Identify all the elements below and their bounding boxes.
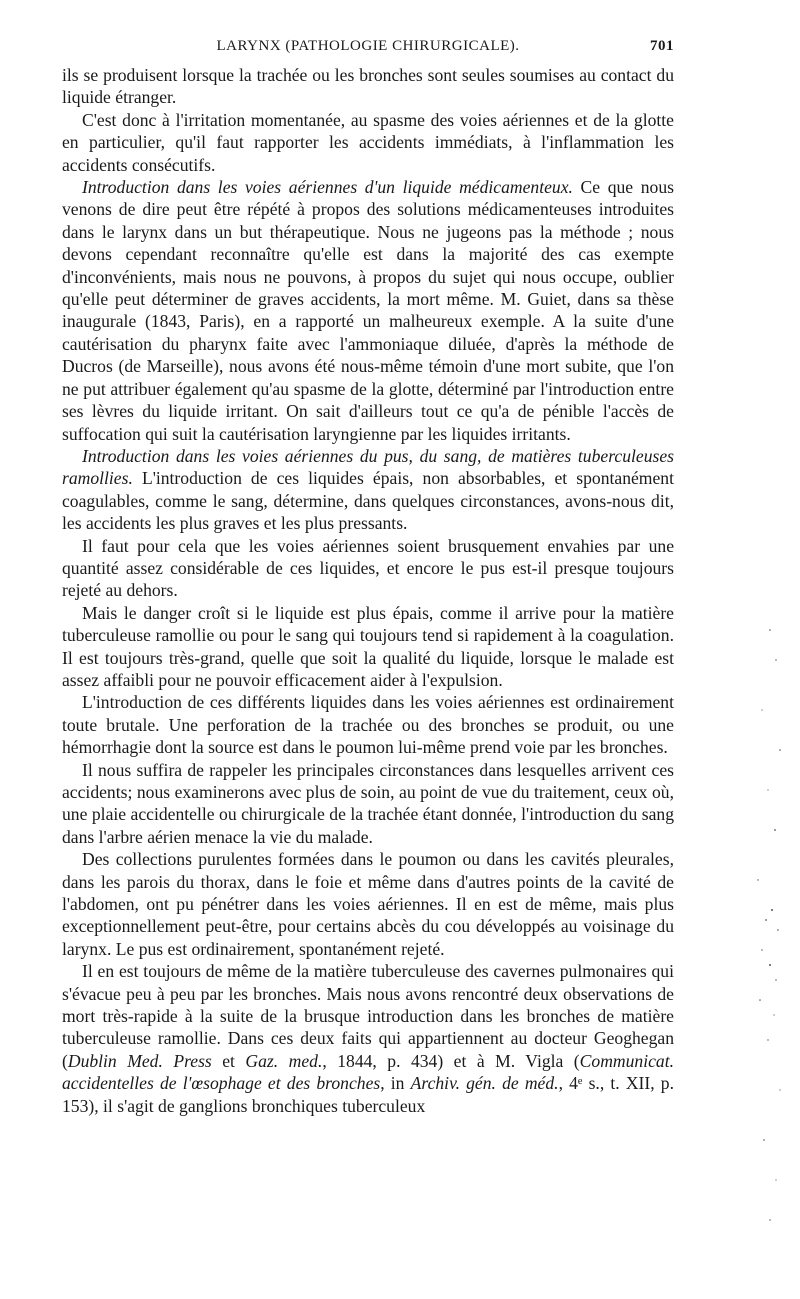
text-segment: C'est donc à l'irritation momentanée, au spasme des voies aériennes et de la glotte en particulier, qu'il faut rapporter les accidents immédiats, à l'inflammation les accidents consécutifs. — [62, 109, 674, 175]
paragraph — [62, 960, 674, 1117]
italic-text-segment: Archiv. gén. de méd. — [410, 1073, 559, 1094]
italic-text-segment: Communicat. accidentelles de l'œsophage et des bronches — [62, 1050, 674, 1094]
text-segment: , in — [380, 1073, 411, 1094]
scan-speckle-noise — [740, 620, 790, 1260]
text-segment: Mais le danger croît si le liquide est plus épais, comme il arrive pour la matière tuberculeuse ramollie ou pour le sang qui toujours tend si rapidement à la coagulation. Il est toujours très-grand, quelle que soit la qualité du liquide, lorsque le malade est assez affaibli pour ne pouvoir efficacement aider à l'expulsion. — [62, 602, 674, 690]
text-segment: Ce que nous venons de dire peut être répété à propos des solutions médicamenteuses introduites dans le larynx dans un but thérapeutique. Nous ne jugeons pas la méthode ; nous devons cependant reconnaître qu'elle est dans la majorité des cas exempte d'inconvénients, mais nous ne pouvons, à propos du sujet qui nous occupe, oublier qu'elle peut déterminer de graves accidents, la mort même. M. Guiet, dans sa thèse inaugurale (1843, Paris), en a rapporté un malheureux exemple. A la suite d'une cautérisation du pharynx faite avec l'ammoniaque diluée, d'après la méthode de Ducros (de Marseille), nous avons été nous-même témoin d'une mort subite, que l'on ne put attribuer également qu'au spasme de la glotte, déterminé par l'introduction entre ses lèvres du liquide irritant. On sait d'ailleurs tout ce qu'a de pénible l'accès de suffocation qui suit la cautérisation laryngienne par les liquides irritants. — [62, 177, 674, 444]
paragraph — [62, 64, 674, 109]
paragraph — [62, 445, 674, 535]
text-segment: ils se produisent lorsque la trachée ou les bronches sont seules soumises au contact du liquide étranger. — [62, 65, 674, 108]
paragraph — [62, 109, 674, 176]
italic-text-segment: Introduction dans les voies aériennes du pus, du sang, de matières tuberculeuses ramollies. — [62, 445, 674, 489]
text-segment: Il nous suffira de rappeler les principales circonstances dans lesquelles arrivent ces accidents; nous examinerons avec plus de soin, au point de vue du traitement, ceux où, une plaie accidentelle ou chirurgicale de la trachée étant donnée, l'introduction du sang dans l'arbre aérien menace la vie du malade. — [62, 759, 674, 847]
body-text — [62, 64, 674, 1117]
text-segment: Il en est toujours de même de la matière tuberculeuse des cavernes pulmonaires qui s'évacue peu à peu par les bronches. Mais nous avons rencontré deux observations de mort très-rapide à la suite de la brusque introduction dans les bronches de matière tuberculeuse ramollie. Dans ces deux faits qui appartiennent au docteur Geoghegan ( — [62, 961, 674, 1071]
paragraph — [62, 848, 674, 960]
italic-text-segment: Introduction dans les voies aériennes d'un liquide médicamenteux. — [82, 177, 573, 198]
paragraph — [62, 691, 674, 758]
text-segment: Des collections purulentes formées dans le poumon ou dans les cavités pleurales, dans les parois du thorax, dans le foie et même dans d'autres points de la cavité de l'abdomen, ont pu pénétrer dans les voies aériennes. Il en est de même, mais plus exceptionnellement peut-être, pour certains abcès du cou développés au voisinage du larynx. Le pus est ordinairement, spontanément rejeté. — [62, 849, 674, 959]
italic-text-segment: Gaz. med. — [245, 1050, 323, 1071]
paragraph — [62, 759, 674, 849]
text-segment: Il faut pour cela que les voies aériennes soient brusquement envahies par une quantité assez considérable de ces liquides, et encore le pus est-il presque toujours rejeté au dehors. — [62, 535, 674, 601]
paragraph — [62, 602, 674, 692]
text-segment: L'introduction de ces différents liquides dans les voies aériennes est ordinairement toute brutale. Une perforation de la trachée ou des bronches se produit, ou une hémorrhagie dont la source est dans le poumon lui-même prend voie par les bronches. — [62, 692, 674, 758]
text-segment: et — [211, 1050, 246, 1071]
book-page — [62, 38, 674, 1117]
paragraph — [62, 176, 674, 445]
italic-text-segment: Dublin Med. Press — [67, 1050, 212, 1071]
text-segment: L'introduction de ces liquides épais, non absorbables, et spontanément coagulables, comme le sang, détermine, dans quelques circonstances, avons-nous dit, les accidents les plus graves et les plus pressants. — [62, 468, 674, 534]
running-head: LARYNX (PATHOLOGIE CHIRURGICALE). — [216, 38, 520, 54]
text-segment: , 4ᵉ s., t. XII, p. 153), il s'agit de ganglions bronchiques tuberculeux — [62, 1073, 674, 1116]
text-segment: , 1844, p. 434) et à M. Vigla ( — [322, 1050, 580, 1071]
page-number: 701 — [650, 38, 674, 54]
paragraph — [62, 535, 674, 602]
page-header — [62, 38, 674, 62]
